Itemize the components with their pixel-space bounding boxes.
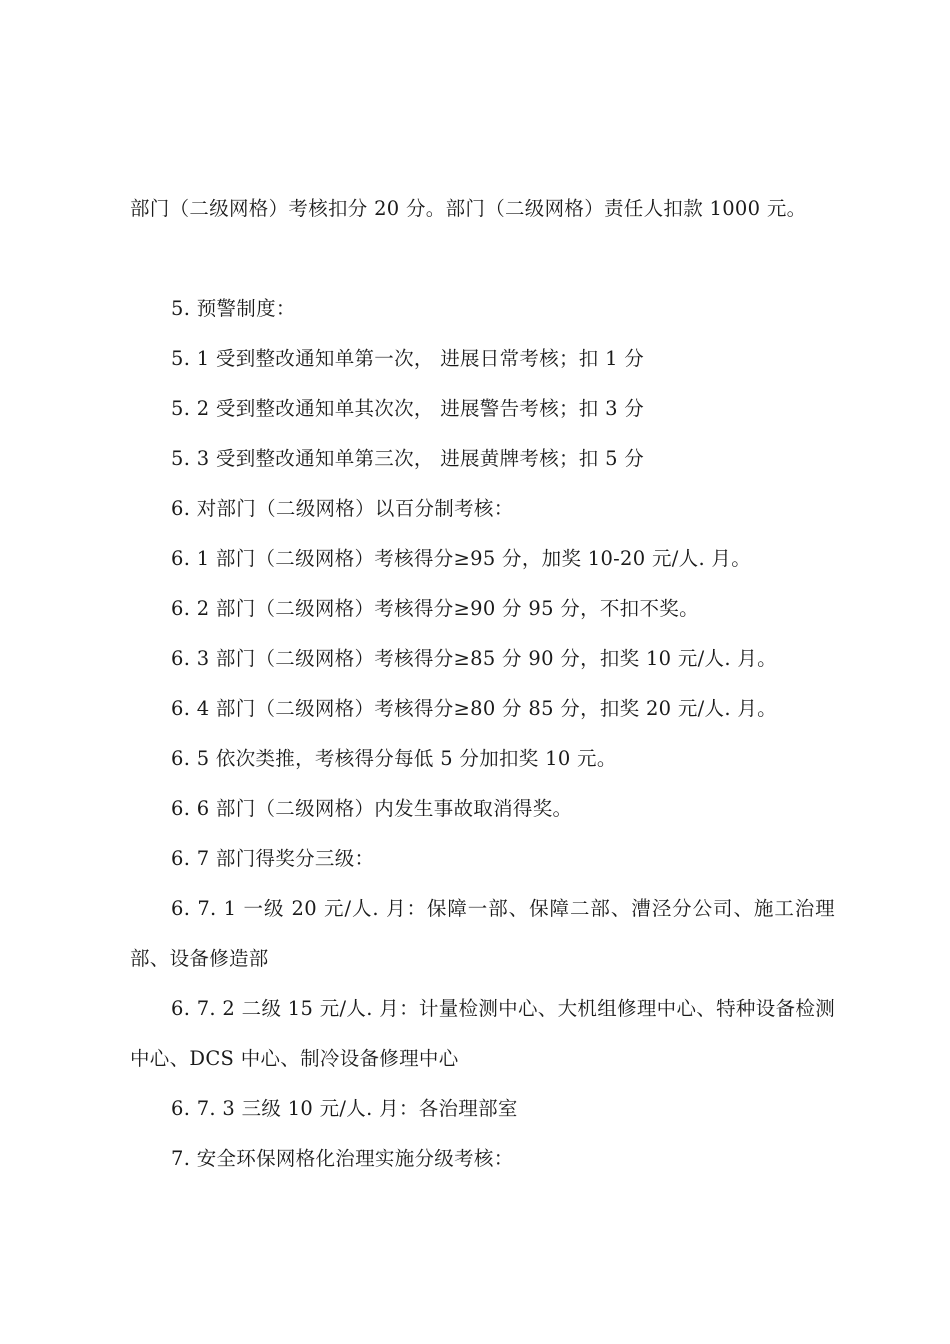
list-item-6-2 <box>130 584 835 634</box>
list-item-6-3 <box>130 634 835 684</box>
paragraph-text: 6. 6 部门（二级网格）内发生事故取消得奖。 <box>171 797 573 820</box>
paragraph-text: 6. 7. 1 一级 20 元/人. 月：保障一部、保障二部、漕泾分公司、施工治理部、设备修造部 <box>130 897 835 970</box>
paragraph-text: 6. 4 部门（二级网格）考核得分≥80 分 85 分，扣奖 20 元/人. 月。 <box>171 697 777 720</box>
list-item-6-7-2 <box>130 984 835 1084</box>
paragraph-text: 6. 7 部门得奖分三级： <box>171 847 375 870</box>
paragraph-text: 7. 安全环保网格化治理实施分级考核： <box>171 1147 514 1170</box>
list-item-6-7-3 <box>130 1084 835 1134</box>
paragraph-text: 6. 7. 3 三级 10 元/人. 月：各治理部室 <box>171 1097 518 1120</box>
section-heading-percentage-assessment <box>130 484 835 534</box>
paragraph-text: 6. 3 部门（二级网格）考核得分≥85 分 90 分，扣奖 10 元/人. 月。 <box>171 647 777 670</box>
list-item-6-5 <box>130 734 835 784</box>
paragraph-text: 6. 对部门（二级网格）以百分制考核： <box>171 497 514 520</box>
list-item-6-6 <box>130 784 835 834</box>
section-heading-warning-system <box>130 284 835 334</box>
document-body <box>130 184 835 1184</box>
paragraph-text: 6. 1 部门（二级网格）考核得分≥95 分，加奖 10-20 元/人. 月。 <box>171 547 752 570</box>
paragraph-text: 5. 3 受到整改通知单第三次， 进展黄牌考核；扣 5 分 <box>171 447 645 470</box>
list-item-6-1 <box>130 534 835 584</box>
list-item-5-3 <box>130 434 835 484</box>
paragraph-text: 6. 2 部门（二级网格）考核得分≥90 分 95 分，不扣不奖。 <box>171 597 699 620</box>
list-item-5-2 <box>130 384 835 434</box>
paragraph-text: 部门（二级网格）考核扣分 20 分。部门（二级网格）责任人扣款 1000 元。 <box>130 197 807 220</box>
list-item-6-7 <box>130 834 835 884</box>
paragraph-text: 5. 2 受到整改通知单其次次， 进展警告考核；扣 3 分 <box>171 397 645 420</box>
paragraph-text: 6. 7. 2 二级 15 元/人. 月：计量检测中心、大机组修理中心、特种设备检测中心、DCS 中心、制冷设备修理中心 <box>130 997 835 1070</box>
list-item-6-4 <box>130 684 835 734</box>
paragraph-text: 6. 5 依次类推，考核得分每低 5 分加扣奖 10 元。 <box>171 747 617 770</box>
list-item-6-7-1 <box>130 884 835 984</box>
paragraph-deduction-continuation <box>130 184 835 284</box>
list-item-5-1 <box>130 334 835 384</box>
paragraph-text: 5. 1 受到整改通知单第一次， 进展日常考核；扣 1 分 <box>171 347 645 370</box>
section-heading-tiered-assessment <box>130 1134 835 1184</box>
paragraph-text: 5. 预警制度： <box>171 297 296 320</box>
